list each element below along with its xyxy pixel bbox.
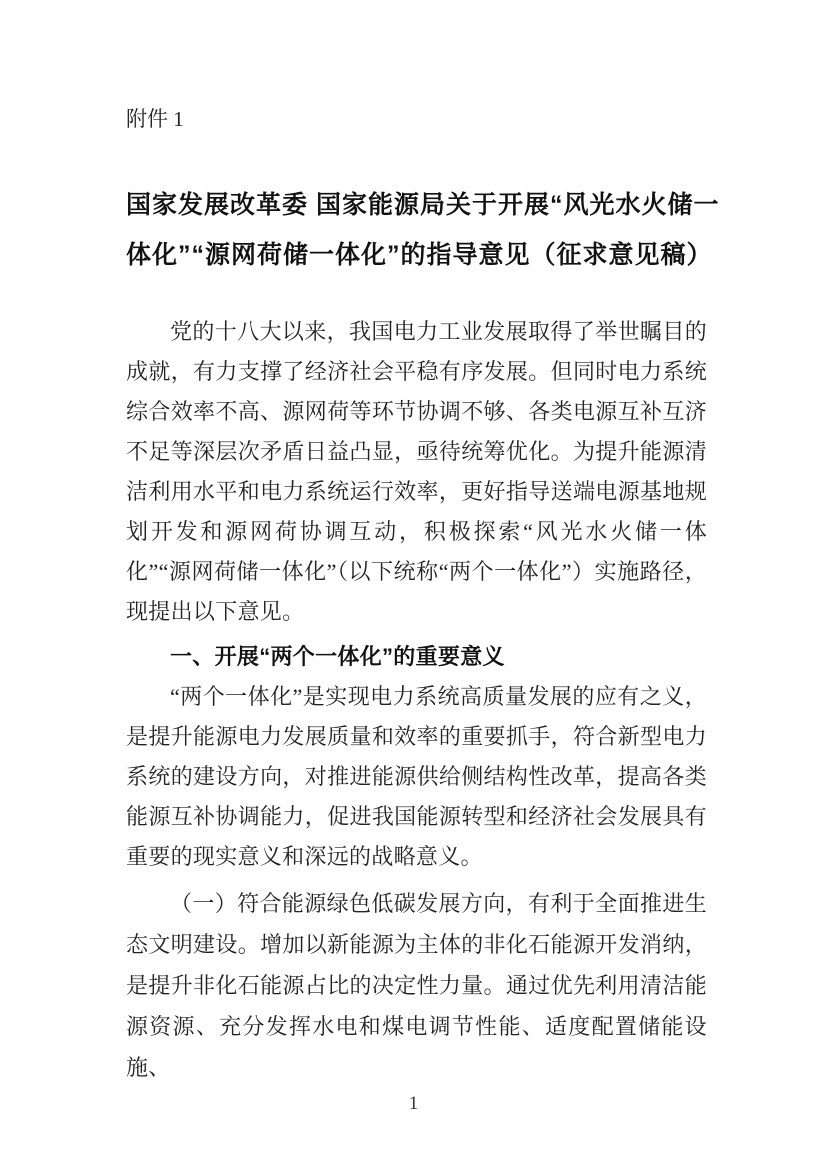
paragraph-introduction: 党的十八大以来，我国电力工业发展取得了举世瞩目的成就，有力支撑了经济社会平稳有序发展。但同时电力系统综合效率不高、源网荷等环节协调不够、各类电源互补互济不足等深层次矛盾日益凸显，亟待统筹优化。为提升能源清洁利用水平和电力系统运行效率，更好指导送端电源基地规划开发和源网荷协调互动，积极探索“风光水火储一体化”“源网荷储一体化”（以下统称“两个一体化”）实施路径，现提出以下意见。 xyxy=(126,319,707,624)
paragraph-significance: “两个一体化”是实现电力系统高质量发展的应有之义，是提升能源电力发展质量和效率的重要抓手，符合新型电力系统的建设方向，对推进能源供给侧结构性改革，提高各类能源互补协调能力，促进我国能源转型和经济社会发展具有重要的现实意义和深远的战略意义。 xyxy=(126,684,707,869)
document-title-line-2: 体化”“源网荷储一体化”的指导意见（征求意见稿） xyxy=(126,241,713,269)
paragraph-item-one-green-development: （一）符合能源绿色低碳发展方向，有利于全面推进生态文明建设。增加以新能源为主体的非化石能源开发消纳，是提升非化石能源占比的决定性力量。通过优先利用清洁能源资源、充分发挥水电和煤电调节性能、适度配置储能设施、 xyxy=(126,891,707,1080)
section-heading-importance: 一、开展“两个一体化”的重要意义 xyxy=(170,644,505,669)
attachment-label: 附件 1 xyxy=(126,107,184,131)
document-body xyxy=(126,312,707,1088)
document-title-line-1: 国家发展改革委 国家能源局关于开展“风光水火储一 xyxy=(126,191,720,219)
page-number: 1 xyxy=(408,1093,419,1114)
document-title xyxy=(126,180,720,280)
